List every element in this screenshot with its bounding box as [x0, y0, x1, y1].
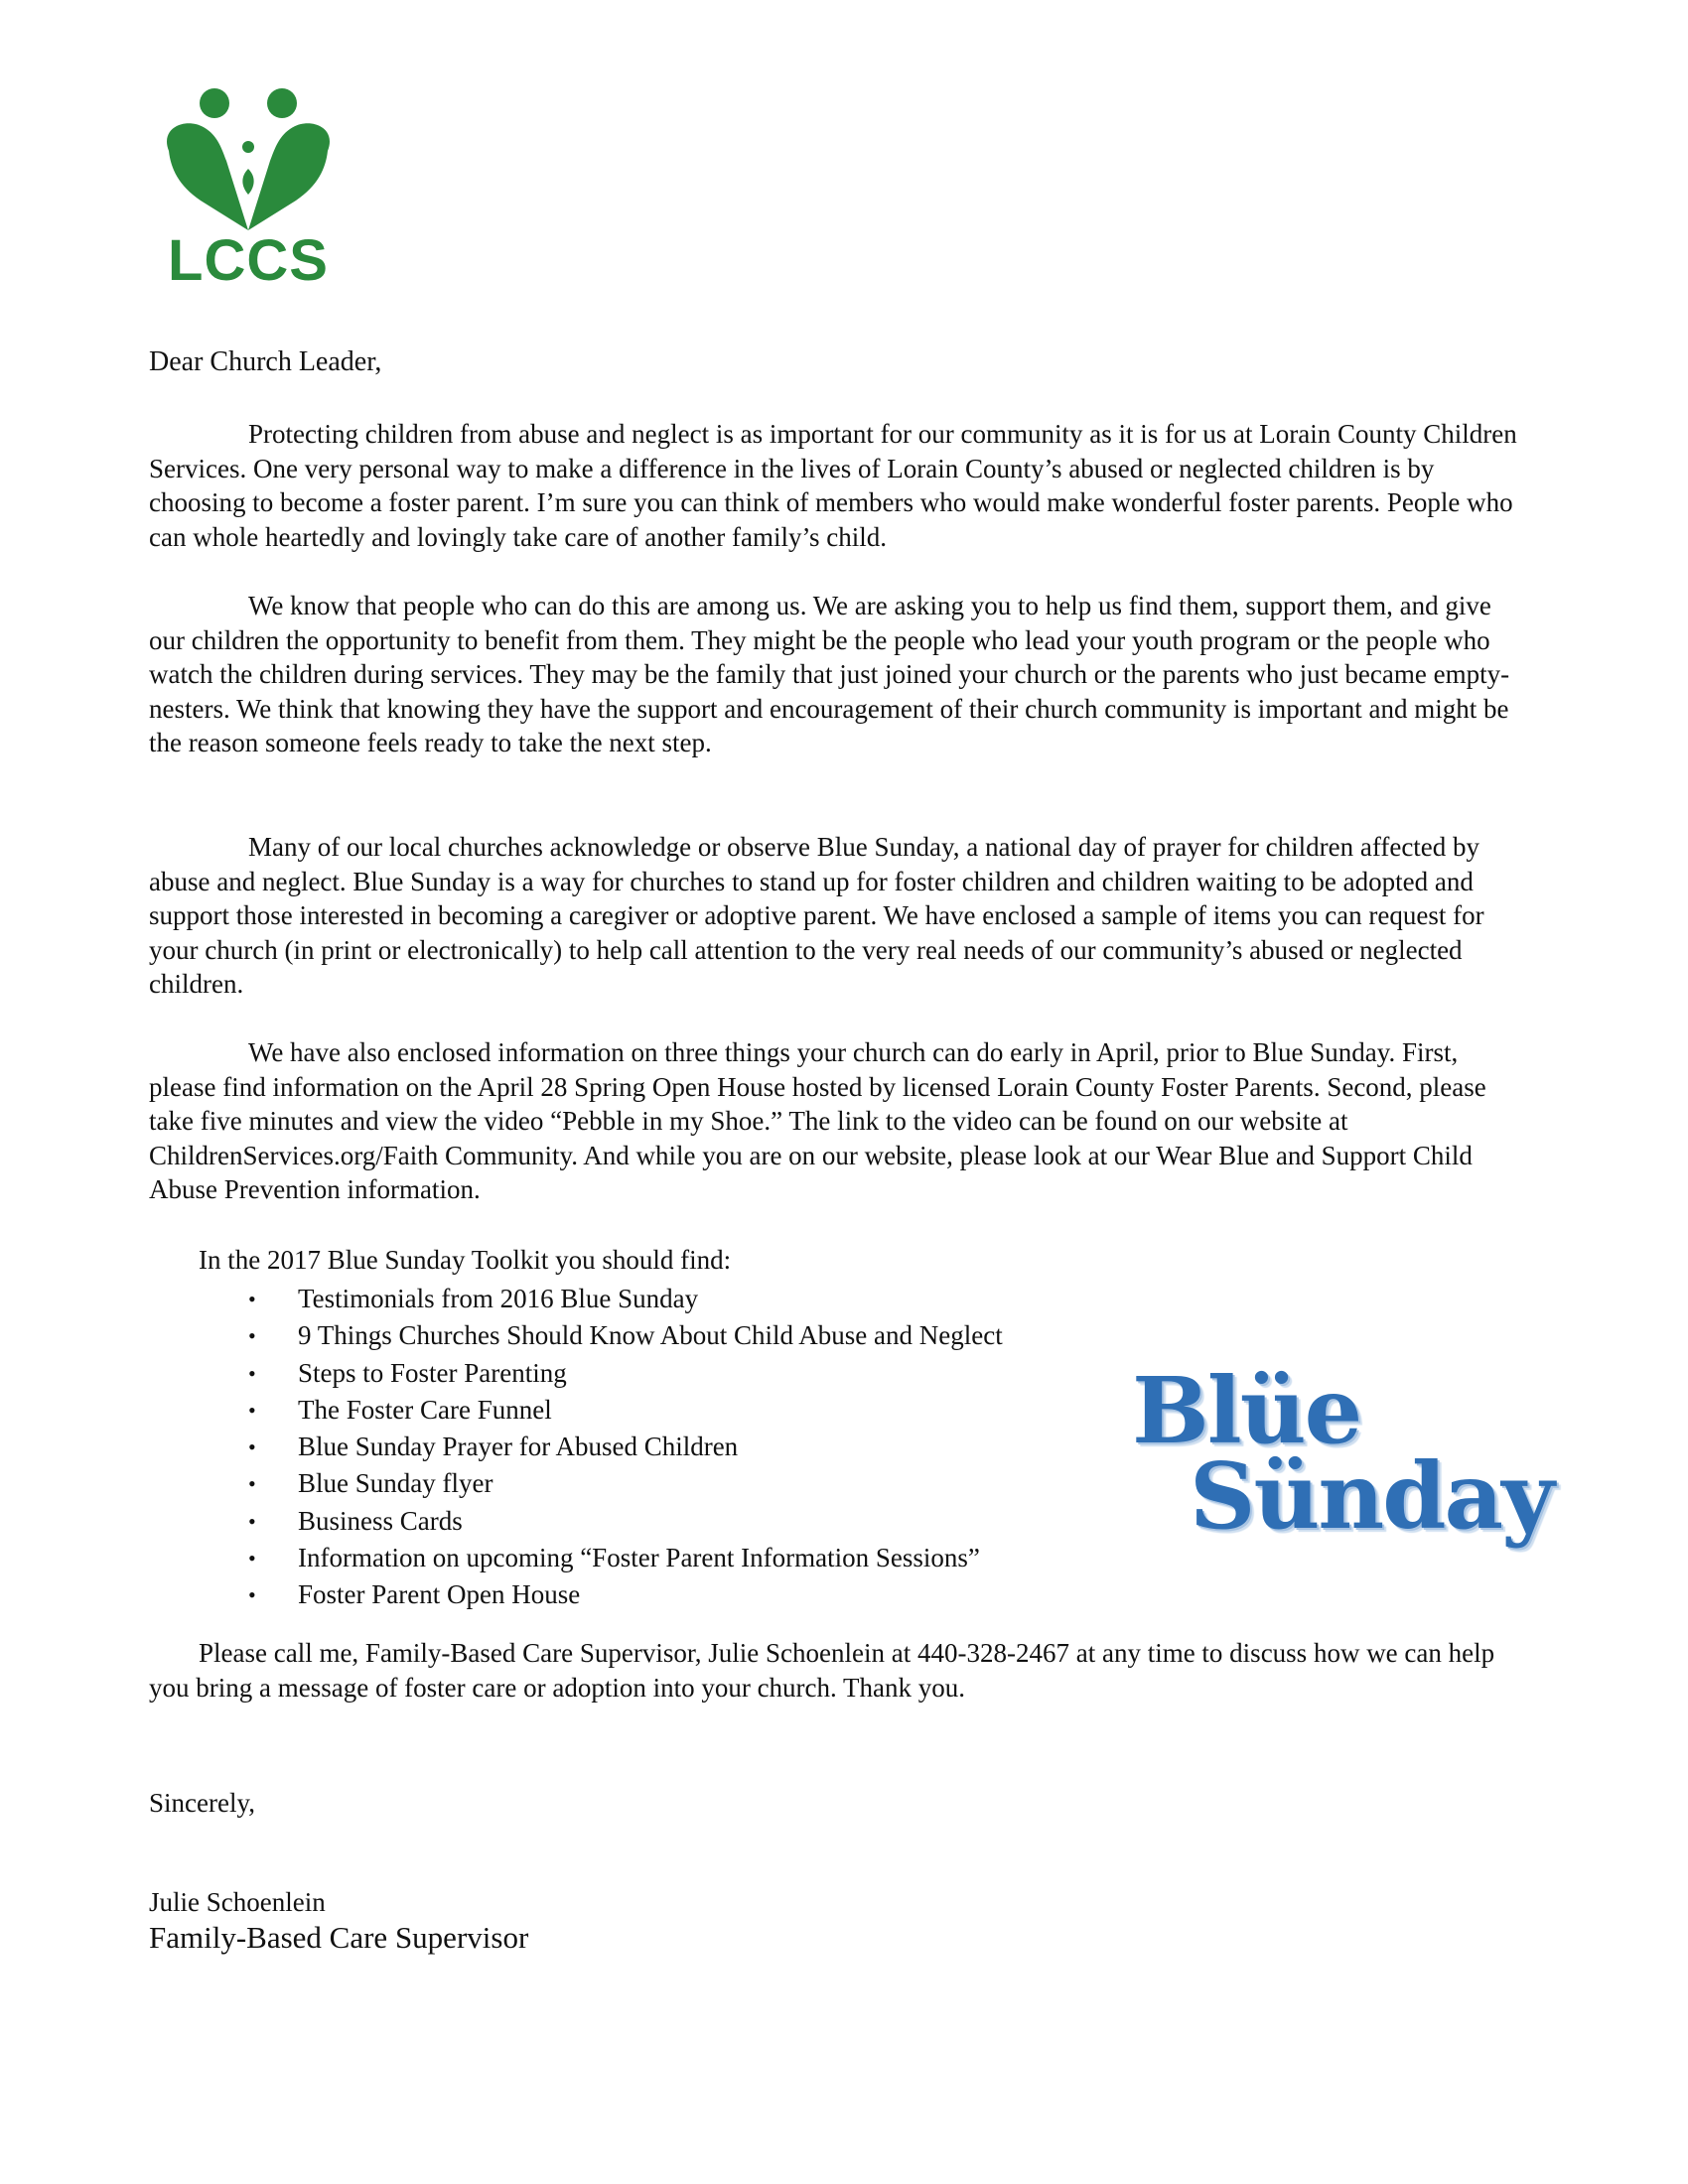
- salutation: Dear Church Leader,: [149, 346, 382, 377]
- lccs-logo-text: LCCS: [168, 228, 329, 293]
- bullet-icon: •: [248, 1582, 256, 1608]
- list-item-text: Blue Sunday flyer: [298, 1468, 493, 1499]
- list-item: [199, 1355, 1003, 1392]
- list-item: [199, 1429, 1003, 1465]
- bullet-icon: •: [248, 1508, 256, 1534]
- signature-title: Family-Based Care Supervisor: [149, 1920, 529, 1955]
- list-item: [199, 1465, 1003, 1502]
- closing-paragraph: Please call me, Family-Based Care Supervisor, Julie Schoenlein at 440-328-2467 at any time to discuss how we can help you bring a message of foster care or adoption into your church. Thank you.: [149, 1638, 1495, 1703]
- signoff: Sincerely,: [149, 1788, 255, 1818]
- toolkit-list: [199, 1281, 1003, 1614]
- blue-sunday-logo-line1: Blüe: [1132, 1357, 1361, 1464]
- bullet-icon: •: [248, 1471, 256, 1497]
- list-item: [199, 1317, 1003, 1354]
- list-item: [199, 1540, 1003, 1576]
- signature-name: Julie Schoenlein: [149, 1887, 326, 1917]
- bullet-icon: •: [248, 1546, 256, 1571]
- list-item: [199, 1281, 1003, 1317]
- list-item-text: Foster Parent Open House: [298, 1579, 581, 1610]
- list-item: [199, 1576, 1003, 1613]
- body-paragraph-1: Protecting children from abuse and neglect is as important for our community as it is for us at Lorain County Children Services. One very personal way to make a difference in the lives of Lorain County’s abused or neglected children is by choosing to become a foster parent. I’m sure you can think of members who would make wonderful foster parents. People who can whole heartedly and lovingly take care of another family’s child.: [149, 419, 1517, 552]
- bullet-icon: •: [248, 1360, 256, 1386]
- lccs-logo: [149, 81, 348, 300]
- list-item-text: 9 Things Churches Should Know About Child Abuse and Neglect: [298, 1320, 1003, 1351]
- list-item-text: Blue Sunday Prayer for Abused Children: [298, 1432, 739, 1462]
- bullet-icon: •: [248, 1434, 256, 1460]
- list-item: [199, 1392, 1003, 1429]
- body-paragraph-3: Many of our local churches acknowledge or observe Blue Sunday, a national day of prayer for children affected by abuse and neglect. Blue Sunday is a way for churches to stand up for foster children and children waiting to be adopted and support those interested in becoming a caregiver or adoptive parent. We have enclosed a sample of items you can request for your church (in print or electronically) to help call attention to the very real needs of our community’s abused or neglected children.: [149, 832, 1484, 999]
- list-item-text: Business Cards: [298, 1505, 463, 1536]
- body-paragraph-2: We know that people who can do this are among us. We are asking you to help us find them, support them, and give our children the opportunity to benefit from them. They might be the people who lead your youth program or the people who watch the children during services. They may be the family that just joined your church or the parents who just became empty-nesters. We think that knowing they have the support and encouragement of their church community is important and might be the reason someone feels ready to take the next step.: [149, 591, 1510, 757]
- list-item-text: Information on upcoming “Foster Parent Information Sessions”: [298, 1543, 980, 1573]
- bullet-icon: •: [248, 1397, 256, 1423]
- list-item-text: Testimonials from 2016 Blue Sunday: [298, 1284, 699, 1313]
- list-item: [199, 1503, 1003, 1540]
- bullet-icon: •: [248, 1287, 256, 1311]
- list-item-text: Steps to Foster Parenting: [298, 1357, 567, 1388]
- toolkit-intro: In the 2017 Blue Sunday Toolkit you should find:: [199, 1245, 732, 1275]
- blue-sunday-logo: [1132, 1357, 1569, 1564]
- list-item-text: The Foster Care Funnel: [298, 1394, 552, 1425]
- blue-sunday-logo-line2: Sünday: [1190, 1442, 1553, 1550]
- body-paragraph-4: We have also enclosed information on three things your church can do early in April, prior to Blue Sunday. First, please find information on the April 28 Spring Open House hosted by licensed Lorain County Foster Parents. Second, please take five minutes and view the video “Pebble in my Shoe.” The link to the video can be found on our website at ChildrenServices.org/Faith Community. And while you are on our website, please look at our Wear Blue and Support Child Abuse Prevention information.: [149, 1037, 1486, 1204]
- bullet-icon: •: [248, 1323, 256, 1349]
